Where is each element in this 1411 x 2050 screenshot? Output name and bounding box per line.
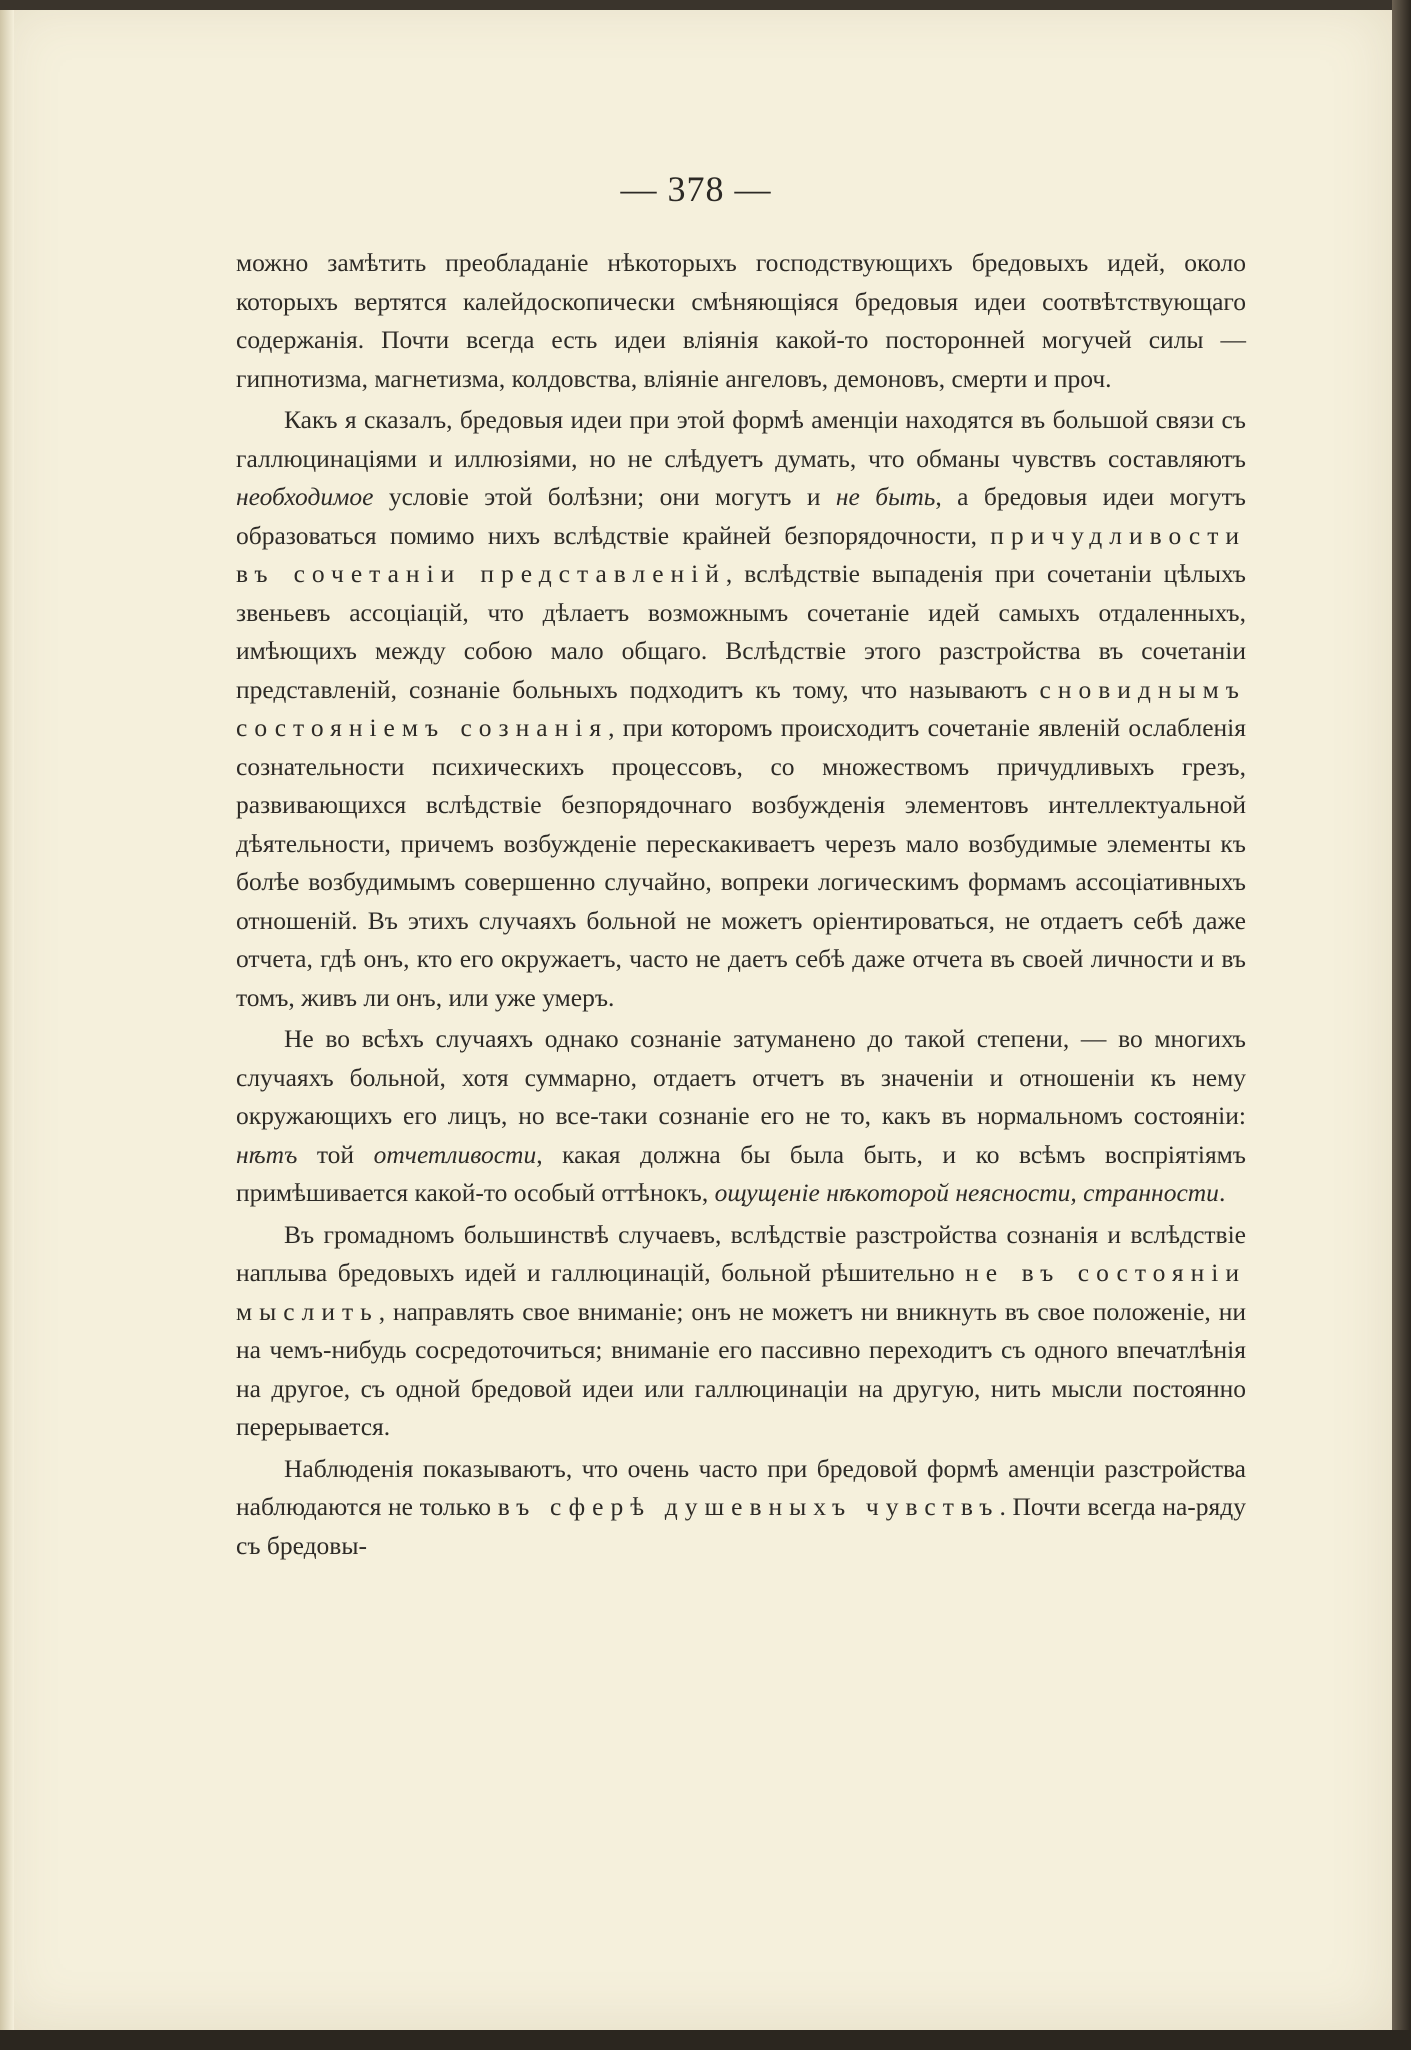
italic-text: необходимое — [236, 482, 374, 511]
scan-bottom-border — [0, 2030, 1411, 2050]
paragraph — [236, 1450, 1246, 1566]
paragraph — [236, 244, 1246, 398]
text-run: Въ громадномъ большинствѣ случаевъ, вслѣдствіе разстройства сознанія и вслѣдствіе наплыва бредовыхъ идей и галлюцинацій, больной рѣшительно — [236, 1219, 1246, 1287]
paragraph — [236, 401, 1246, 1017]
page-left-edge — [0, 10, 14, 2030]
text-run: , какая должна бы была быть, и ко всѣмъ воспріятіямъ примѣшивается какой-то особый оттѣнокъ, — [236, 1139, 1246, 1207]
text-run: . Почти всегда на-ряду съ бредовы- — [236, 1492, 1246, 1560]
text-run: , направлять свое вниманіе; онъ не можетъ ни вникнуть въ свое положеніе, ни на чемъ-нибудь сосредоточиться; вниманіе его пассивно переходитъ съ одного впечатлѣнія на другое, съ одной бредовой идеи или галлюцинаціи на другую, нить мысли постоянно перерывается. — [236, 1296, 1246, 1441]
text-run: . — [1218, 1178, 1226, 1207]
italic-text: не быть — [835, 482, 936, 511]
paragraph — [236, 1020, 1246, 1213]
spaced-emphasis-text: не въ состояніи мыслить — [236, 1258, 1246, 1326]
text-run: той — [297, 1139, 374, 1169]
italic-text: отчетливости — [373, 1139, 537, 1169]
text-run: условіе этой болѣзни; они могутъ и — [373, 482, 836, 511]
paragraph — [236, 1216, 1246, 1447]
page-number: — 378 — — [620, 169, 772, 209]
spaced-emphasis-text: сновиднымъ состояніемъ сознанія — [236, 674, 1246, 742]
page-body-text — [236, 244, 1246, 1565]
spaced-emphasis-text: въ сферѣ душевныхъ чувствъ — [497, 1492, 1000, 1521]
italic-text: нѣтъ — [236, 1139, 298, 1169]
scan-top-border — [0, 0, 1411, 10]
text-run: Не во всѣхъ случаяхъ однако сознаніе затуманено до такой степени, — во многихъ случаяхъ больной, хотя суммарно, отдаетъ отчетъ въ значеніи и отношеніи къ нему окружающихъ его лицъ, но все-таки сознаніе его не то, какъ въ нормальномъ состояніи: — [236, 1024, 1246, 1130]
text-run: Наблюденія показываютъ, что очень часто при бредовой формѣ аменціи разстройства наблюдаются не только — [236, 1453, 1246, 1521]
scan-right-border — [1392, 0, 1411, 2050]
text-run: , при которомъ происходитъ сочетаніе явленій ослабленія сознательности психическихъ процессовъ, со множествомъ причудливыхъ грезъ, развивающихся вслѣдствіе безпорядочнаго возбужденія элементовъ интеллектуальной дѣятельности, причемъ возбужденіе перескакиваетъ черезъ мало возбудимые элементы къ болѣе возбудимымъ совершенно случайно, вопреки логическимъ формамъ ассоціативныхъ отношеній. Въ этихъ случаяхъ больной не можетъ оріентироваться, не отдаетъ себѣ даже отчета, гдѣ онъ, кто его окружаетъ, часто не даетъ себѣ даже отчета въ своей личности и въ томъ, живъ ли онъ, или уже умеръ. — [236, 713, 1246, 1012]
italic-text: ощущеніе нѣкоторой неясности, странности — [714, 1178, 1219, 1207]
text-run: можно замѣтить преобладаніе нѣкоторыхъ господствующихъ бредовыхъ идей, около которыхъ вертятся калейдоскопически смѣняющіяся бредовыя идеи соотвѣтствующаго содержанія. Почти всегда есть идеи вліянія какой-то посторонней могучей силы — гипнотизма, магнетизма, колдовства, вліяніе ангеловъ, демоновъ, смерти и проч. — [236, 248, 1246, 393]
spaced-emphasis-text: причудливости въ сочетаніи представленій — [236, 520, 1246, 588]
text-run: , вслѣдствіе выпаденія при сочетаніи цѣлыхъ звеньевъ ассоціацій, что дѣлаетъ возможнымъ сочетаніе идей самыхъ отдаленныхъ, имѣющихъ между собою мало общаго. Вслѣдствіе этого разстройства въ сочетаніи представленій, сознаніе больныхъ подходитъ къ тому, что называютъ — [236, 559, 1246, 704]
text-run: Какъ я сказалъ, бредовыя идеи при этой формѣ аменціи находятся въ большой связи съ галлюцинаціями и иллюзіями, но не слѣдуетъ думать, что обманы чувствъ составляютъ — [236, 405, 1246, 473]
text-run: , а бредовыя идеи могутъ образоваться помимо нихъ вслѣдствіе крайней безпорядочности, — [236, 482, 1246, 550]
